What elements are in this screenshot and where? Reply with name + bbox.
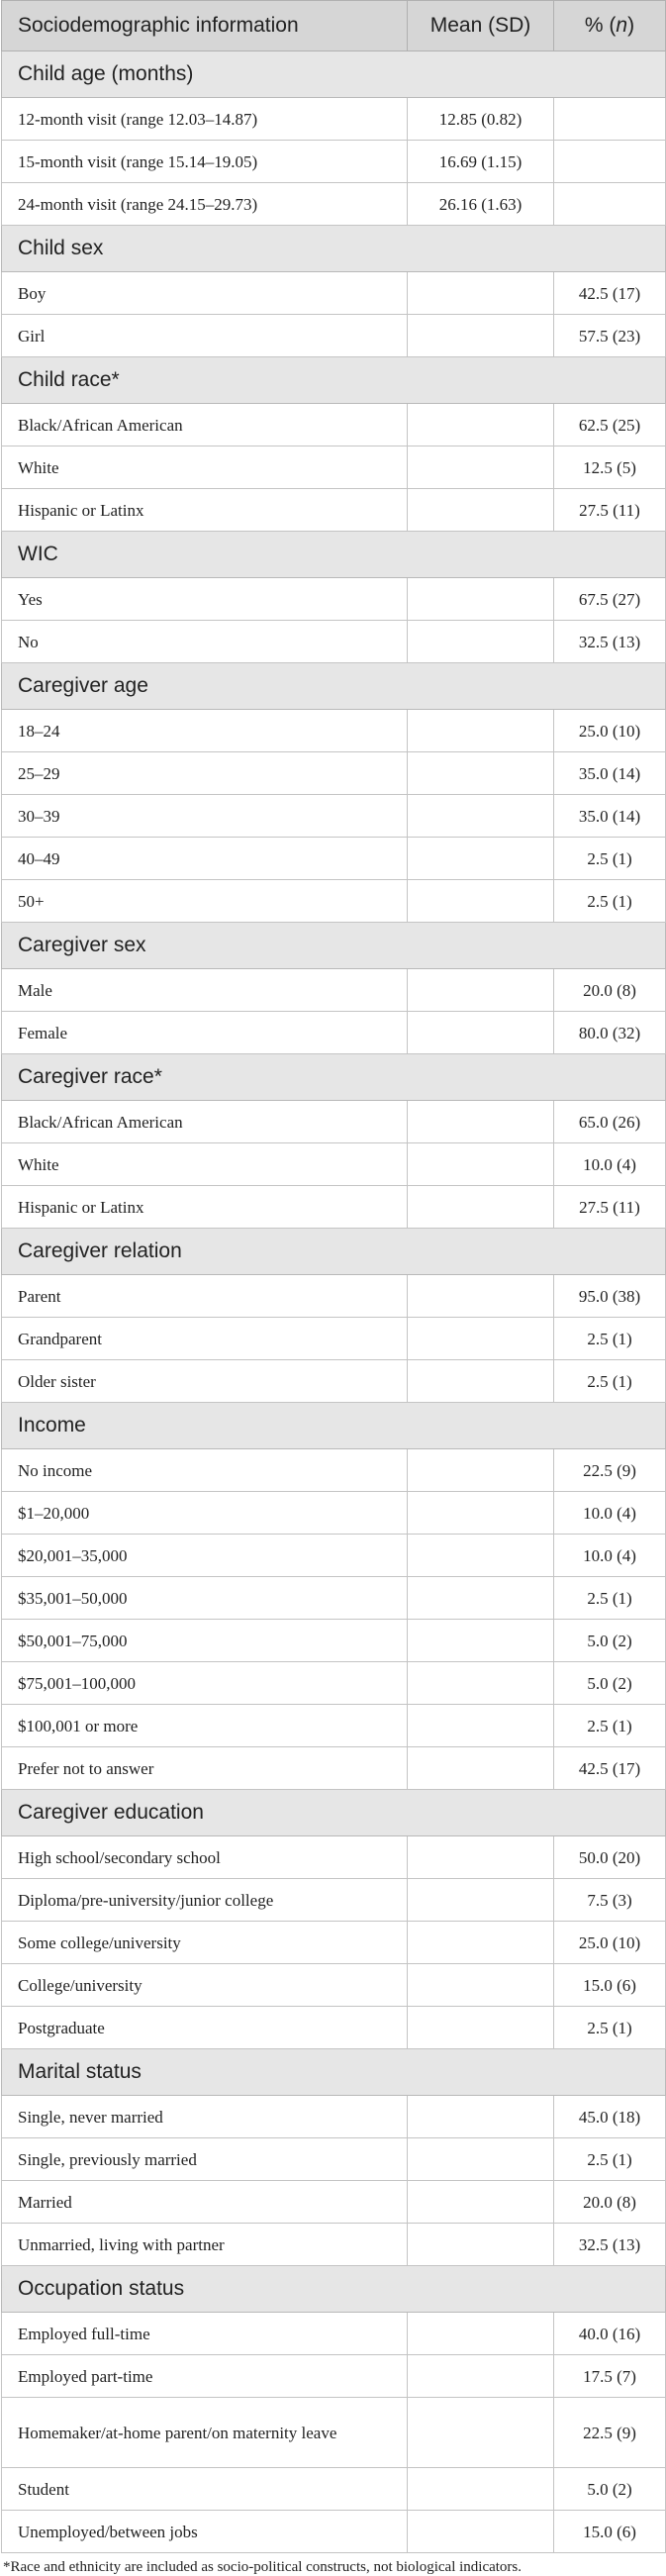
table-row (2, 1143, 666, 1186)
row-percent-n: 32.5 (13) (554, 2224, 666, 2266)
table-row (2, 969, 666, 1012)
row-mean-sd (408, 578, 554, 621)
section-title: Marital status (2, 2049, 666, 2096)
row-label: Homemaker/at-home parent/on maternity leave (2, 2398, 408, 2468)
row-mean-sd (408, 2096, 554, 2138)
section-header-row (2, 51, 666, 98)
table-row (2, 1662, 666, 1705)
section-header-row (2, 1403, 666, 1449)
row-percent-n: 25.0 (10) (554, 1922, 666, 1964)
row-mean-sd (408, 710, 554, 752)
table-body (2, 51, 666, 2553)
header-percent-prefix: % ( (584, 14, 617, 37)
row-percent-n: 2.5 (1) (554, 1360, 666, 1403)
row-percent-n: 2.5 (1) (554, 880, 666, 923)
row-mean-sd (408, 1964, 554, 2007)
row-label: Single, never married (2, 2096, 408, 2138)
row-percent-n: 35.0 (14) (554, 795, 666, 838)
table-row (2, 1836, 666, 1879)
row-label: White (2, 1143, 408, 1186)
row-percent-n: 5.0 (2) (554, 1662, 666, 1705)
row-mean-sd (408, 621, 554, 663)
row-mean-sd (408, 1662, 554, 1705)
table-row (2, 1360, 666, 1403)
row-mean-sd (408, 1577, 554, 1620)
row-mean-sd: 12.85 (0.82) (408, 98, 554, 141)
row-percent-n: 62.5 (25) (554, 404, 666, 446)
table-row (2, 1577, 666, 1620)
row-mean-sd (408, 752, 554, 795)
row-mean-sd (408, 1012, 554, 1054)
table-row (2, 838, 666, 880)
table-row (2, 1012, 666, 1054)
row-percent-n: 15.0 (6) (554, 2511, 666, 2553)
section-header-row (2, 663, 666, 710)
section-title: Caregiver relation (2, 1229, 666, 1275)
row-label: 50+ (2, 880, 408, 923)
table-row (2, 2007, 666, 2049)
row-percent-n: 5.0 (2) (554, 2468, 666, 2511)
row-percent-n: 80.0 (32) (554, 1012, 666, 1054)
table-row (2, 2181, 666, 2224)
row-label: 40–49 (2, 838, 408, 880)
row-label: Diploma/pre-university/junior college (2, 1879, 408, 1922)
table-row (2, 1747, 666, 1790)
table-row (2, 2096, 666, 2138)
row-percent-n (554, 98, 666, 141)
row-mean-sd (408, 446, 554, 489)
row-mean-sd (408, 1101, 554, 1143)
row-percent-n: 2.5 (1) (554, 2007, 666, 2049)
row-percent-n: 17.5 (7) (554, 2355, 666, 2398)
row-label: No (2, 621, 408, 663)
table-row (2, 489, 666, 532)
row-mean-sd (408, 2355, 554, 2398)
header-percent-n (554, 1, 666, 51)
row-label: White (2, 446, 408, 489)
table-row (2, 1449, 666, 1492)
row-label: 15-month visit (range 15.14–19.05) (2, 141, 408, 183)
table-row (2, 1275, 666, 1318)
table-row (2, 404, 666, 446)
table-row (2, 141, 666, 183)
row-mean-sd (408, 1186, 554, 1229)
row-mean-sd: 16.69 (1.15) (408, 141, 554, 183)
row-percent-n: 22.5 (9) (554, 1449, 666, 1492)
table-row (2, 1186, 666, 1229)
row-label: $100,001 or more (2, 1705, 408, 1747)
row-label: Female (2, 1012, 408, 1054)
table-row (2, 1535, 666, 1577)
row-label: Hispanic or Latinx (2, 1186, 408, 1229)
row-mean-sd (408, 2138, 554, 2181)
table-row (2, 1922, 666, 1964)
table-row (2, 183, 666, 226)
header-mean-sd: Mean (SD) (408, 1, 554, 51)
row-label: $50,001–75,000 (2, 1620, 408, 1662)
row-label: Older sister (2, 1360, 408, 1403)
table-row (2, 2138, 666, 2181)
row-mean-sd (408, 2511, 554, 2553)
row-mean-sd (408, 1705, 554, 1747)
row-mean-sd (408, 795, 554, 838)
row-percent-n (554, 183, 666, 226)
row-percent-n: 20.0 (8) (554, 969, 666, 1012)
table-row (2, 1492, 666, 1535)
table-row (2, 2398, 666, 2468)
row-mean-sd (408, 1922, 554, 1964)
row-percent-n: 2.5 (1) (554, 1705, 666, 1747)
table-row (2, 1318, 666, 1360)
row-label: Employed part-time (2, 2355, 408, 2398)
row-label: 30–39 (2, 795, 408, 838)
section-header-row (2, 923, 666, 969)
row-mean-sd (408, 272, 554, 315)
table-row (2, 2224, 666, 2266)
table-row (2, 2313, 666, 2355)
section-header-row (2, 357, 666, 404)
row-label: Black/African American (2, 1101, 408, 1143)
section-title: Child race* (2, 357, 666, 404)
row-mean-sd (408, 315, 554, 357)
section-title: Child age (months) (2, 51, 666, 98)
table-row (2, 98, 666, 141)
row-mean-sd (408, 969, 554, 1012)
row-percent-n: 20.0 (8) (554, 2181, 666, 2224)
row-label: Boy (2, 272, 408, 315)
table-row (2, 315, 666, 357)
table-row (2, 2468, 666, 2511)
row-label: Some college/university (2, 1922, 408, 1964)
row-percent-n: 7.5 (3) (554, 1879, 666, 1922)
row-percent-n: 35.0 (14) (554, 752, 666, 795)
row-percent-n: 27.5 (11) (554, 489, 666, 532)
row-mean-sd (408, 1143, 554, 1186)
row-percent-n: 95.0 (38) (554, 1275, 666, 1318)
row-percent-n: 65.0 (26) (554, 1101, 666, 1143)
row-mean-sd (408, 838, 554, 880)
row-percent-n: 10.0 (4) (554, 1492, 666, 1535)
row-label: College/university (2, 1964, 408, 2007)
sociodemographic-table-page (1, 0, 665, 2576)
row-percent-n: 5.0 (2) (554, 1620, 666, 1662)
row-mean-sd (408, 1535, 554, 1577)
section-title: Income (2, 1403, 666, 1449)
row-label: Unmarried, living with partner (2, 2224, 408, 2266)
table-row (2, 1101, 666, 1143)
row-mean-sd: 26.16 (1.63) (408, 183, 554, 226)
section-title: Occupation status (2, 2266, 666, 2313)
row-label: Single, previously married (2, 2138, 408, 2181)
row-label: Employed full-time (2, 2313, 408, 2355)
row-percent-n: 67.5 (27) (554, 578, 666, 621)
row-percent-n: 2.5 (1) (554, 1318, 666, 1360)
table-row (2, 2511, 666, 2553)
row-label: Prefer not to answer (2, 1747, 408, 1790)
table-row (2, 1705, 666, 1747)
row-mean-sd (408, 2468, 554, 2511)
row-mean-sd (408, 2181, 554, 2224)
row-percent-n: 42.5 (17) (554, 272, 666, 315)
row-label: 12-month visit (range 12.03–14.87) (2, 98, 408, 141)
table-row (2, 2355, 666, 2398)
row-mean-sd (408, 404, 554, 446)
row-label: Postgraduate (2, 2007, 408, 2049)
section-title: Caregiver age (2, 663, 666, 710)
row-mean-sd (408, 880, 554, 923)
row-mean-sd (408, 1318, 554, 1360)
table-row (2, 621, 666, 663)
section-title: Caregiver education (2, 1790, 666, 1836)
row-percent-n: 2.5 (1) (554, 1577, 666, 1620)
row-label: $1–20,000 (2, 1492, 408, 1535)
table-row (2, 1879, 666, 1922)
row-percent-n: 27.5 (11) (554, 1186, 666, 1229)
row-label: 24-month visit (range 24.15–29.73) (2, 183, 408, 226)
row-percent-n: 42.5 (17) (554, 1747, 666, 1790)
section-header-row (2, 532, 666, 578)
table-row (2, 578, 666, 621)
row-mean-sd (408, 2007, 554, 2049)
row-label: Hispanic or Latinx (2, 489, 408, 532)
row-label: No income (2, 1449, 408, 1492)
row-percent-n: 2.5 (1) (554, 838, 666, 880)
section-header-row (2, 1054, 666, 1101)
section-header-row (2, 1229, 666, 1275)
row-mean-sd (408, 2224, 554, 2266)
row-mean-sd (408, 1747, 554, 1790)
section-header-row (2, 226, 666, 272)
row-label: Parent (2, 1275, 408, 1318)
row-mean-sd (408, 489, 554, 532)
table-row (2, 795, 666, 838)
section-header-row (2, 2049, 666, 2096)
row-percent-n: 10.0 (4) (554, 1143, 666, 1186)
header-sociodemographic-information: Sociodemographic information (2, 1, 408, 51)
section-header-row (2, 2266, 666, 2313)
row-mean-sd (408, 1360, 554, 1403)
row-label: Male (2, 969, 408, 1012)
header-n-variable: n (616, 14, 628, 37)
row-mean-sd (408, 2313, 554, 2355)
table-row (2, 752, 666, 795)
table-row (2, 880, 666, 923)
row-label: $20,001–35,000 (2, 1535, 408, 1577)
row-mean-sd (408, 1620, 554, 1662)
row-percent-n: 15.0 (6) (554, 1964, 666, 2007)
sociodemographic-table (1, 0, 666, 2553)
section-title: Caregiver sex (2, 923, 666, 969)
section-title: Caregiver race* (2, 1054, 666, 1101)
section-title: WIC (2, 532, 666, 578)
row-percent-n: 2.5 (1) (554, 2138, 666, 2181)
table-row (2, 446, 666, 489)
row-mean-sd (408, 1275, 554, 1318)
row-percent-n: 10.0 (4) (554, 1535, 666, 1577)
section-header-row (2, 1790, 666, 1836)
row-label: Student (2, 2468, 408, 2511)
row-label: Married (2, 2181, 408, 2224)
row-percent-n: 50.0 (20) (554, 1836, 666, 1879)
row-percent-n (554, 141, 666, 183)
row-percent-n: 40.0 (16) (554, 2313, 666, 2355)
row-percent-n: 22.5 (9) (554, 2398, 666, 2468)
footnote: *Race and ethnicity are included as socio-political constructs, not biological indicators. (3, 2559, 523, 2575)
row-label: $75,001–100,000 (2, 1662, 408, 1705)
row-percent-n: 25.0 (10) (554, 710, 666, 752)
row-mean-sd (408, 1836, 554, 1879)
row-mean-sd (408, 1492, 554, 1535)
row-label: 25–29 (2, 752, 408, 795)
row-percent-n: 57.5 (23) (554, 315, 666, 357)
row-label: Yes (2, 578, 408, 621)
row-label: $35,001–50,000 (2, 1577, 408, 1620)
row-percent-n: 45.0 (18) (554, 2096, 666, 2138)
table-row (2, 1620, 666, 1662)
table-row (2, 272, 666, 315)
row-label: 18–24 (2, 710, 408, 752)
row-label: High school/secondary school (2, 1836, 408, 1879)
row-mean-sd (408, 2398, 554, 2468)
table-row (2, 710, 666, 752)
row-label: Girl (2, 315, 408, 357)
row-mean-sd (408, 1449, 554, 1492)
row-label: Black/African American (2, 404, 408, 446)
header-percent-suffix: ) (627, 14, 635, 37)
row-label: Grandparent (2, 1318, 408, 1360)
row-percent-n: 12.5 (5) (554, 446, 666, 489)
table-header-row (2, 1, 666, 51)
row-label: Unemployed/between jobs (2, 2511, 408, 2553)
row-percent-n: 32.5 (13) (554, 621, 666, 663)
table-row (2, 1964, 666, 2007)
section-title: Child sex (2, 226, 666, 272)
row-mean-sd (408, 1879, 554, 1922)
